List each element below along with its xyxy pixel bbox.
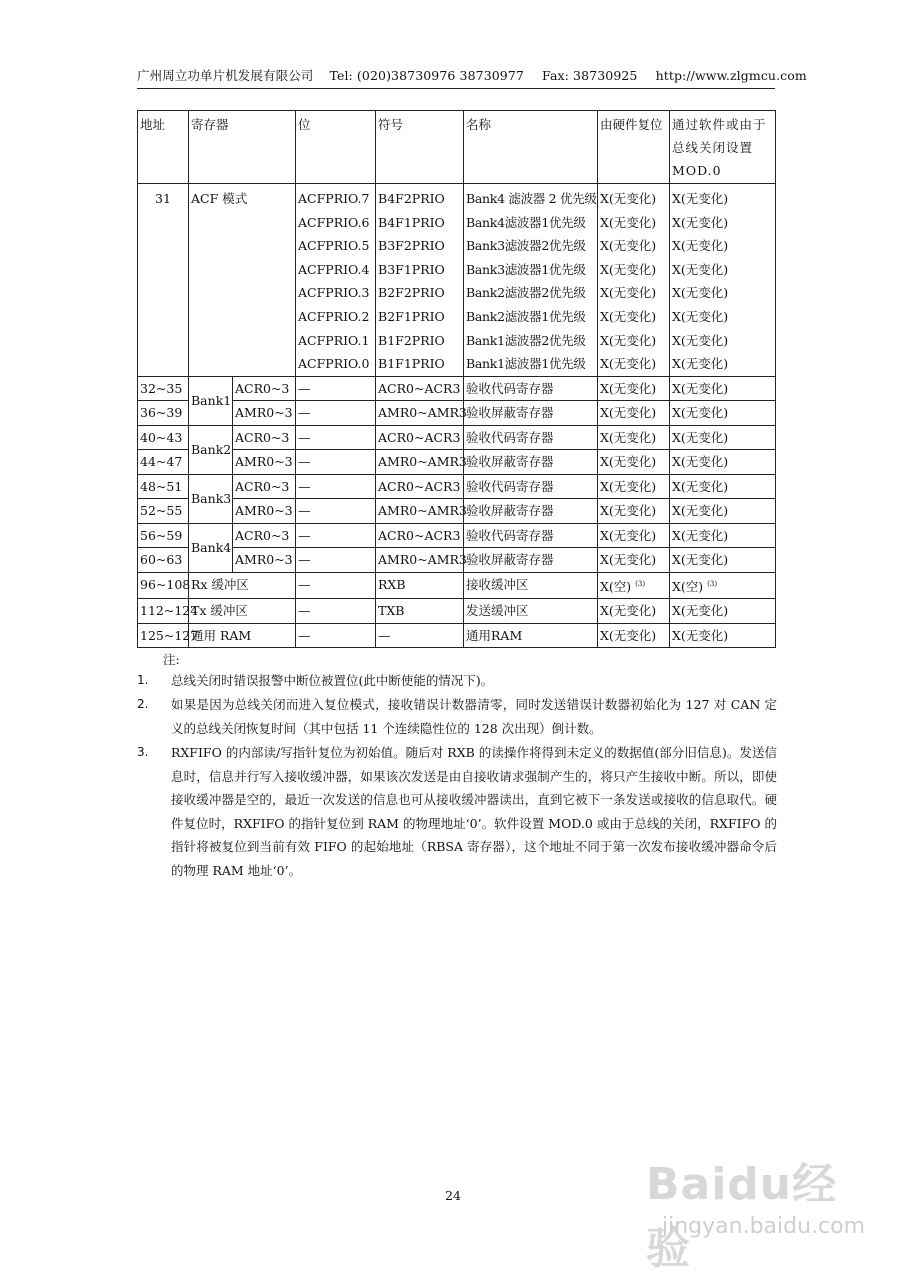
acf-symbols xyxy=(376,184,464,377)
name-cell: 验收代码寄存器 xyxy=(464,425,598,450)
hw-reset-value: X(空) xyxy=(600,578,632,594)
acf-symbol: B1F2PRIO xyxy=(378,332,445,348)
acf-sw-values xyxy=(670,184,776,377)
register-cell: Tx 缓冲区 xyxy=(189,599,296,624)
table-row xyxy=(138,450,776,475)
hw-reset-cell: X(无变化) xyxy=(598,499,670,524)
acf-name: Bank2滤波器2优先级 xyxy=(466,285,586,301)
acf-symbol: B4F2PRIO xyxy=(378,191,445,206)
bank-cell: Bank3 xyxy=(189,474,233,523)
name-cell: 发送缓冲区 xyxy=(464,599,598,624)
website-url: http://www.zlgmcu.com xyxy=(655,68,807,83)
acf-bit: ACFPRIO.3 xyxy=(298,285,370,301)
footnote-ref: (3) xyxy=(707,579,718,588)
bank-cell: Bank4 xyxy=(189,523,233,572)
footnote-ref: (3) xyxy=(635,579,646,588)
hw-reset-cell: X(无变化) xyxy=(598,425,670,450)
bit-cell: — xyxy=(296,548,376,573)
sw-reset-value: X(空) xyxy=(672,578,704,594)
bank-cell: Bank2 xyxy=(189,425,233,474)
acf-bit: ACFPRIO.6 xyxy=(298,214,370,230)
bit-cell: — xyxy=(296,401,376,426)
symbol-cell: ACR0~ACR3 xyxy=(376,425,464,450)
note-item xyxy=(137,693,777,740)
col-header-name: 名称 xyxy=(464,111,598,184)
sw-reset-cell: X(无变化) xyxy=(670,450,776,475)
hw-reset-cell: X(无变化) xyxy=(598,401,670,426)
page-header xyxy=(137,66,807,89)
acf-bit: ACFPRIO.0 xyxy=(298,356,370,372)
table-row xyxy=(138,548,776,573)
acf-bit: ACFPRIO.7 xyxy=(298,191,370,206)
acf-sw-value: X(无变化) xyxy=(672,238,729,254)
note-text: 总线关闭时错误报警中断位被置位(此中断使能的情况下)。 xyxy=(171,673,494,688)
sub-register-cell: ACR0~3 xyxy=(233,523,296,548)
register-cell: 通用 RAM xyxy=(189,623,296,648)
sub-register-cell: AMR0~3 xyxy=(233,548,296,573)
acf-name: Bank2滤波器1优先级 xyxy=(466,308,586,324)
col-header-hw-reset: 由硬件复位 xyxy=(598,111,670,184)
note-number: 1. xyxy=(137,673,149,687)
acf-symbol: B4F1PRIO xyxy=(378,214,445,230)
col-header-bit: 位 xyxy=(296,111,376,184)
table-row xyxy=(138,523,776,548)
name-cell: 验收屏蔽寄存器 xyxy=(464,401,598,426)
note-number: 3. xyxy=(137,745,149,759)
symbol-cell: AMR0~AMR3 xyxy=(376,450,464,475)
sw-reset-cell: X(无变化) xyxy=(670,523,776,548)
acf-sw-value: X(无变化) xyxy=(672,308,729,324)
note-text: RXFIFO 的内部读/写指针复位为初始值。随后对 RXB 的读操作将得到未定义的数据值(部分旧信息)。发送信息时，信息并行写入接收缓冲器，如果该次发送是由自接收请求强制产生的，将只产生接收中断。所以，即使接收缓冲器是空的，最近一次发送的信息也可从接收缓冲器读出，直到它被下一条发送或接收的信息取代。硬件复位时，RXFIFO 的指针复位到 RAM 的物理地址‘0’。软件设置 MOD.0 或由于总线的关闭，RXFIFO 的指针将被复位到当前有效 FIFO 的起始地址（RBSA 寄存器），这个地址不同于第一次发布接收缓冲器命令后的物理 RAM 地址‘0’。 xyxy=(171,745,777,878)
acf-hw-value: X(无变化) xyxy=(600,261,657,277)
bank-cell: Bank1 xyxy=(189,376,233,425)
bit-cell: — xyxy=(296,599,376,624)
bit-cell: — xyxy=(296,623,376,648)
sub-register-cell: AMR0~3 xyxy=(233,499,296,524)
symbol-cell: TXB xyxy=(376,599,464,624)
hw-reset-cell: X(无变化) xyxy=(598,623,670,648)
acf-address: 31 xyxy=(138,184,189,377)
table-row xyxy=(138,425,776,450)
note-item xyxy=(137,669,777,693)
acf-hw-value: X(无变化) xyxy=(600,214,657,230)
baidu-watermark xyxy=(640,1148,870,1274)
sw-reset-cell: X(无变化) xyxy=(670,474,776,499)
acf-sw-value: X(无变化) xyxy=(672,261,729,277)
symbol-cell: AMR0~AMR3 xyxy=(376,401,464,426)
name-cell: 通用RAM xyxy=(464,623,598,648)
name-cell: 验收屏蔽寄存器 xyxy=(464,450,598,475)
address-cell: 32~35 xyxy=(138,376,189,401)
acf-name: Bank3滤波器2优先级 xyxy=(466,238,586,254)
watermark-url: jingyan.baidu.com xyxy=(662,1214,866,1239)
acf-hw-value: X(无变化) xyxy=(600,308,657,324)
acf-hw-value: X(无变化) xyxy=(600,238,657,254)
acf-hw-value: X(无变化) xyxy=(600,356,657,372)
telephone: Tel: (020)38730976 38730977 xyxy=(329,68,524,83)
notes-title: 注: xyxy=(163,652,180,667)
note-text: 如果是因为总线关闭而进入复位模式，接收错误计数器清零，同时发送错误计数器初始化为 127 对 CAN 定义的总线关闭恢复时间（其中包括 11 个连续隐性位的 128 次出现）倒计数。 xyxy=(171,697,777,736)
address-cell: 96~108 xyxy=(138,572,189,599)
address-cell: 44~47 xyxy=(138,450,189,475)
note-item xyxy=(137,741,777,882)
name-cell: 验收屏蔽寄存器 xyxy=(464,499,598,524)
symbol-cell: ACR0~ACR3 xyxy=(376,523,464,548)
acf-name: Bank4 滤波器 2 优先级 xyxy=(466,191,597,206)
acf-sw-value: X(无变化) xyxy=(672,191,729,206)
address-cell: 52~55 xyxy=(138,499,189,524)
symbol-cell: RXB xyxy=(376,572,464,599)
bit-cell: — xyxy=(296,425,376,450)
name-cell: 验收代码寄存器 xyxy=(464,474,598,499)
bit-cell: — xyxy=(296,572,376,599)
sub-register-cell: AMR0~3 xyxy=(233,401,296,426)
col-header-address: 地址 xyxy=(138,111,189,184)
name-cell: 验收代码寄存器 xyxy=(464,376,598,401)
bit-cell: — xyxy=(296,499,376,524)
bit-cell: — xyxy=(296,450,376,475)
hw-reset-cell: X(无变化) xyxy=(598,548,670,573)
table-row-acf xyxy=(138,184,776,377)
table-row-rx-buffer xyxy=(138,572,776,599)
acf-bit: ACFPRIO.5 xyxy=(298,238,370,254)
sw-reset-cell: X(无变化) xyxy=(670,599,776,624)
acf-hw-value: X(无变化) xyxy=(600,332,657,348)
symbol-cell: AMR0~AMR3 xyxy=(376,499,464,524)
acf-symbol: B1F1PRIO xyxy=(378,356,445,372)
sub-register-cell: AMR0~3 xyxy=(233,450,296,475)
acf-symbol: B2F2PRIO xyxy=(378,285,445,301)
address-cell: 56~59 xyxy=(138,523,189,548)
sw-reset-cell: X(无变化) xyxy=(670,376,776,401)
company-name: 广州周立功单片机发展有限公司 xyxy=(137,68,314,83)
note-number: 2. xyxy=(137,697,149,711)
symbol-cell: ACR0~ACR3 xyxy=(376,474,464,499)
hw-reset-cell: X(无变化) xyxy=(598,474,670,499)
acf-name: Bank1滤波器1优先级 xyxy=(466,356,586,372)
acf-name: Bank3滤波器1优先级 xyxy=(466,261,586,277)
col-header-symbol: 符号 xyxy=(376,111,464,184)
sw-reset-cell: X(无变化) xyxy=(670,401,776,426)
sw-reset-cell: X(无变化) xyxy=(670,425,776,450)
table-row xyxy=(138,474,776,499)
table-row xyxy=(138,401,776,426)
hw-reset-cell: X(无变化) xyxy=(598,523,670,548)
acf-name: Bank1滤波器2优先级 xyxy=(466,332,586,348)
hw-reset-cell: X(无变化) xyxy=(598,450,670,475)
sw-reset-cell: X(无变化) xyxy=(670,499,776,524)
table-row xyxy=(138,499,776,524)
address-cell: 40~43 xyxy=(138,425,189,450)
acf-bit: ACFPRIO.1 xyxy=(298,332,370,348)
sw-reset-cell xyxy=(670,572,776,599)
table-row-tx-buffer xyxy=(138,599,776,624)
name-cell: 接收缓冲区 xyxy=(464,572,598,599)
acf-hw-value: X(无变化) xyxy=(600,285,657,301)
fax: Fax: 38730925 xyxy=(542,68,638,83)
hw-reset-cell xyxy=(598,572,670,599)
acf-symbol: B3F2PRIO xyxy=(378,238,445,254)
sub-register-cell: ACR0~3 xyxy=(233,474,296,499)
hw-reset-cell: X(无变化) xyxy=(598,376,670,401)
sub-register-cell: ACR0~3 xyxy=(233,425,296,450)
col-header-sw-reset: 通过软件或由于总线关闭设置MOD.0 xyxy=(670,111,776,184)
hw-reset-cell: X(无变化) xyxy=(598,599,670,624)
bit-cell: — xyxy=(296,474,376,499)
table-header-row xyxy=(138,111,776,184)
acf-bit: ACFPRIO.2 xyxy=(298,308,370,324)
address-cell: 36~39 xyxy=(138,401,189,426)
sw-reset-cell: X(无变化) xyxy=(670,623,776,648)
table-row-general-ram xyxy=(138,623,776,648)
acf-hw-value: X(无变化) xyxy=(600,191,657,206)
acf-name: Bank4滤波器1优先级 xyxy=(466,214,586,230)
acf-symbol: B3F1PRIO xyxy=(378,261,445,277)
acf-names xyxy=(464,184,598,377)
sub-register-cell: ACR0~3 xyxy=(233,376,296,401)
acf-symbol: B2F1PRIO xyxy=(378,308,445,324)
table-row xyxy=(138,376,776,401)
sw-reset-cell: X(无变化) xyxy=(670,548,776,573)
name-cell: 验收屏蔽寄存器 xyxy=(464,548,598,573)
bit-cell: — xyxy=(296,376,376,401)
symbol-cell: — xyxy=(376,623,464,648)
acf-bit: ACFPRIO.4 xyxy=(298,261,370,277)
page-number: 24 xyxy=(445,1188,461,1203)
watermark-logo: Baidu经验 xyxy=(646,1159,838,1274)
acf-register: ACF 模式 xyxy=(189,184,296,377)
address-cell: 48~51 xyxy=(138,474,189,499)
symbol-cell: ACR0~ACR3 xyxy=(376,376,464,401)
acf-bits xyxy=(296,184,376,377)
acf-hw-values xyxy=(598,184,670,377)
bit-cell: — xyxy=(296,523,376,548)
acf-sw-value: X(无变化) xyxy=(672,332,729,348)
register-cell: Rx 缓冲区 xyxy=(189,572,296,599)
acf-sw-value: X(无变化) xyxy=(672,214,729,230)
acf-sw-value: X(无变化) xyxy=(672,356,729,372)
col-header-register: 寄存器 xyxy=(189,111,296,184)
acf-sw-value: X(无变化) xyxy=(672,285,729,301)
register-table xyxy=(137,110,776,648)
name-cell: 验收代码寄存器 xyxy=(464,523,598,548)
address-cell: 112~124 xyxy=(138,599,189,624)
address-cell: 60~63 xyxy=(138,548,189,573)
symbol-cell: AMR0~AMR3 xyxy=(376,548,464,573)
address-cell: 125~127 xyxy=(138,623,189,648)
